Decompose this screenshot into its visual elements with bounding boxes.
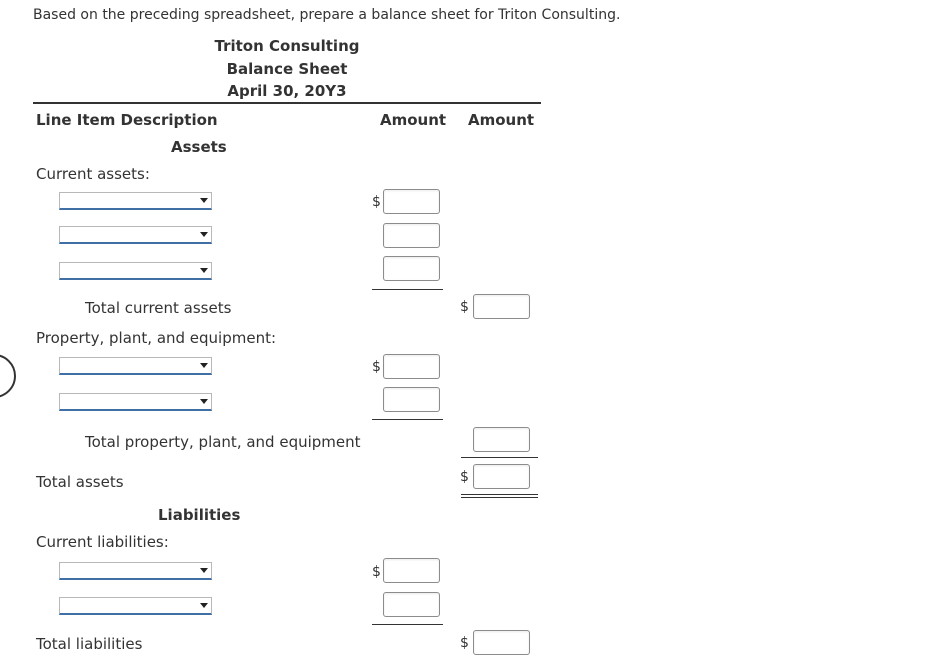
dollar-sign: $ bbox=[372, 194, 381, 210]
chevron-down-icon bbox=[200, 568, 208, 573]
subtotal-rule bbox=[372, 289, 443, 290]
column-header-amount-2: Amount bbox=[468, 111, 535, 129]
current-liability-select-2[interactable] bbox=[59, 597, 212, 615]
chevron-down-icon bbox=[200, 603, 208, 608]
assets-heading: Assets bbox=[171, 138, 227, 156]
ppe-amount-1[interactable] bbox=[383, 354, 440, 379]
chevron-down-icon bbox=[200, 232, 208, 237]
double-rule-top bbox=[461, 494, 538, 495]
current-liability-amount-2[interactable] bbox=[383, 592, 440, 617]
total-liabilities-amount[interactable] bbox=[473, 630, 530, 655]
dollar-sign: $ bbox=[460, 635, 469, 651]
total-liabilities-label: Total liabilities bbox=[36, 635, 143, 653]
dollar-sign: $ bbox=[372, 359, 381, 375]
subtotal-rule bbox=[372, 624, 443, 625]
double-rule-bottom bbox=[461, 497, 538, 498]
statement-date: April 30, 20Y3 bbox=[227, 82, 347, 100]
ppe-label: Property, plant, and equipment: bbox=[36, 329, 277, 347]
current-asset-select-2[interactable] bbox=[59, 226, 212, 244]
current-asset-amount-2[interactable] bbox=[383, 223, 440, 248]
header-divider bbox=[33, 102, 541, 104]
column-header-description: Line Item Description bbox=[36, 111, 218, 129]
current-asset-amount-3[interactable] bbox=[383, 256, 440, 281]
total-assets-amount[interactable] bbox=[473, 464, 530, 489]
statement-title: Balance Sheet bbox=[226, 60, 348, 78]
liabilities-heading: Liabilities bbox=[158, 506, 241, 524]
current-liabilities-label: Current liabilities: bbox=[36, 533, 169, 551]
total-current-assets-amount[interactable] bbox=[473, 294, 530, 319]
chevron-down-icon bbox=[200, 198, 208, 203]
dollar-sign: $ bbox=[460, 469, 469, 485]
subtotal-rule bbox=[372, 419, 443, 420]
company-name: Triton Consulting bbox=[214, 37, 360, 55]
current-assets-label: Current assets: bbox=[36, 165, 150, 183]
total-current-assets-label: Total current assets bbox=[85, 299, 232, 317]
instruction-text: Based on the preceding spreadsheet, prepare a balance sheet for Triton Consulting. bbox=[33, 7, 621, 23]
navigation-circle[interactable] bbox=[0, 354, 16, 398]
total-ppe-amount[interactable] bbox=[473, 427, 530, 452]
column-header-amount-1: Amount bbox=[380, 111, 447, 129]
chevron-down-icon bbox=[200, 268, 208, 273]
dollar-sign: $ bbox=[372, 564, 381, 580]
total-ppe-label: Total property, plant, and equipment bbox=[85, 433, 361, 451]
ppe-amount-2[interactable] bbox=[383, 387, 440, 412]
current-asset-amount-1[interactable] bbox=[383, 189, 440, 214]
chevron-down-icon bbox=[200, 399, 208, 404]
dollar-sign: $ bbox=[460, 299, 469, 315]
total-assets-label: Total assets bbox=[36, 473, 124, 491]
ppe-select-2[interactable] bbox=[59, 393, 212, 411]
current-asset-select-3[interactable] bbox=[59, 262, 212, 280]
current-liability-amount-1[interactable] bbox=[383, 558, 440, 583]
chevron-down-icon bbox=[200, 363, 208, 368]
current-asset-select-1[interactable] bbox=[59, 192, 212, 210]
ppe-select-1[interactable] bbox=[59, 357, 212, 375]
current-liability-select-1[interactable] bbox=[59, 562, 212, 580]
subtotal-rule bbox=[461, 457, 538, 458]
